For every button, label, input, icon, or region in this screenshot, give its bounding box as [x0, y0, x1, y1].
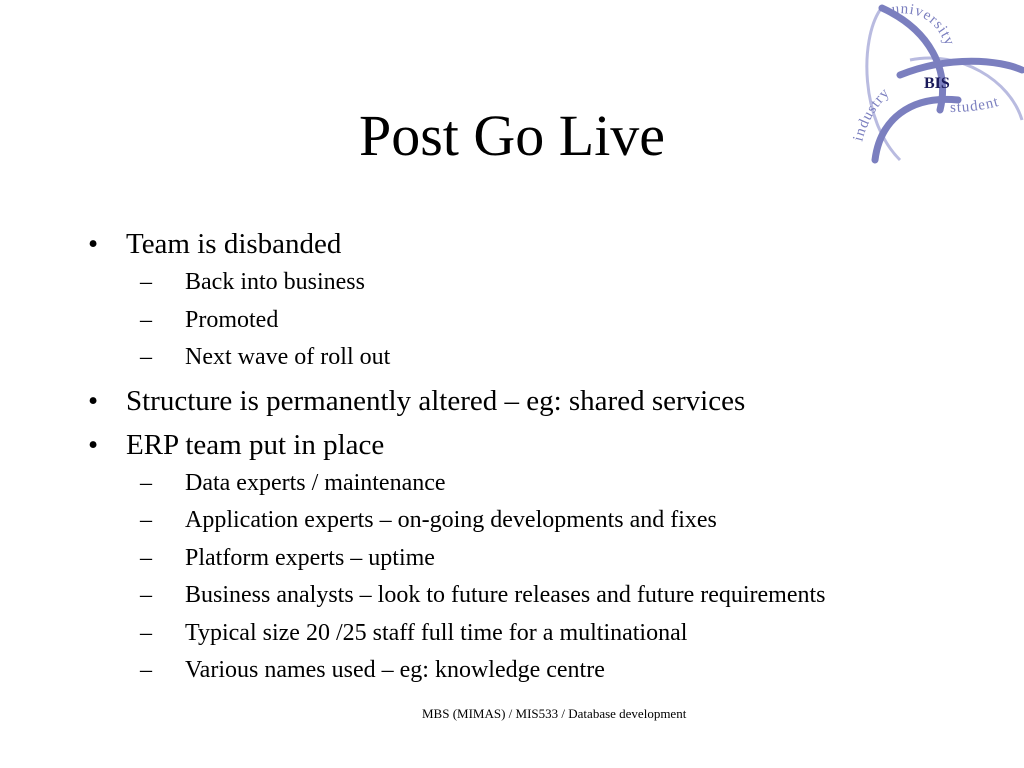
sub-bullet-marker: – [140, 507, 152, 533]
bullet-list [88, 224, 988, 690]
sub-bullet-text: Data experts / maintenance [185, 469, 446, 496]
sub-bullet-text: Various names used – eg: knowledge centre [185, 657, 605, 683]
bullet-text: Team is disbanded [126, 228, 342, 260]
sub-bullet-marker: – [140, 344, 152, 370]
sub-bullet-marker: – [140, 306, 152, 333]
sub-bullet-text: Typical size 20 /25 staff full time for a multinational [185, 619, 688, 646]
bullet-item [88, 425, 988, 690]
sub-bullet-text: Business analysts – look to future releases and future requirements [185, 582, 826, 608]
sub-bullet-list [126, 465, 988, 690]
sub-bullet-marker: – [140, 469, 152, 496]
sub-bullet-text: Next wave of roll out [185, 344, 391, 370]
bullet-marker: • [88, 384, 99, 417]
sub-bullet-marker: – [140, 269, 152, 295]
sub-bullet-item [140, 339, 988, 377]
sub-bullet-item [140, 652, 988, 690]
bullet-marker: • [88, 228, 99, 260]
logo-ring-word: university [891, 1, 958, 49]
logo-ring-word: industry [850, 84, 894, 144]
sub-bullet-marker: – [140, 657, 152, 683]
sub-bullet-text: Back into business [185, 269, 365, 295]
bullet-marker: • [88, 428, 99, 461]
logo-center-text: BIS [924, 75, 950, 92]
sub-bullet-list [126, 264, 988, 377]
slide-footer: MBS (MIMAS) / MIS533 / Database development [422, 706, 687, 721]
sub-bullet-item [140, 465, 988, 503]
sub-bullet-item [140, 264, 988, 302]
sub-bullet-item [140, 502, 988, 540]
bullet-item [88, 224, 988, 377]
sub-bullet-marker: – [140, 582, 152, 608]
sub-bullet-item [140, 577, 988, 615]
sub-bullet-text: Platform experts – uptime [185, 544, 435, 571]
sub-bullet-item [140, 302, 988, 340]
logo-ring-word: student [949, 93, 1001, 117]
bullet-text: Structure is permanently altered – eg: shared services [126, 384, 746, 417]
sub-bullet-item [140, 615, 988, 653]
slide-title: Post Go Live [358, 103, 666, 168]
sub-bullet-text: Application experts – on-going developments and fixes [185, 507, 717, 533]
sub-bullet-marker: – [140, 544, 152, 571]
sub-bullet-marker: – [140, 619, 152, 646]
bullet-text: ERP team put in place [126, 428, 385, 461]
sub-bullet-item [140, 540, 988, 578]
sub-bullet-text: Promoted [185, 306, 279, 333]
bullet-item [88, 381, 988, 421]
